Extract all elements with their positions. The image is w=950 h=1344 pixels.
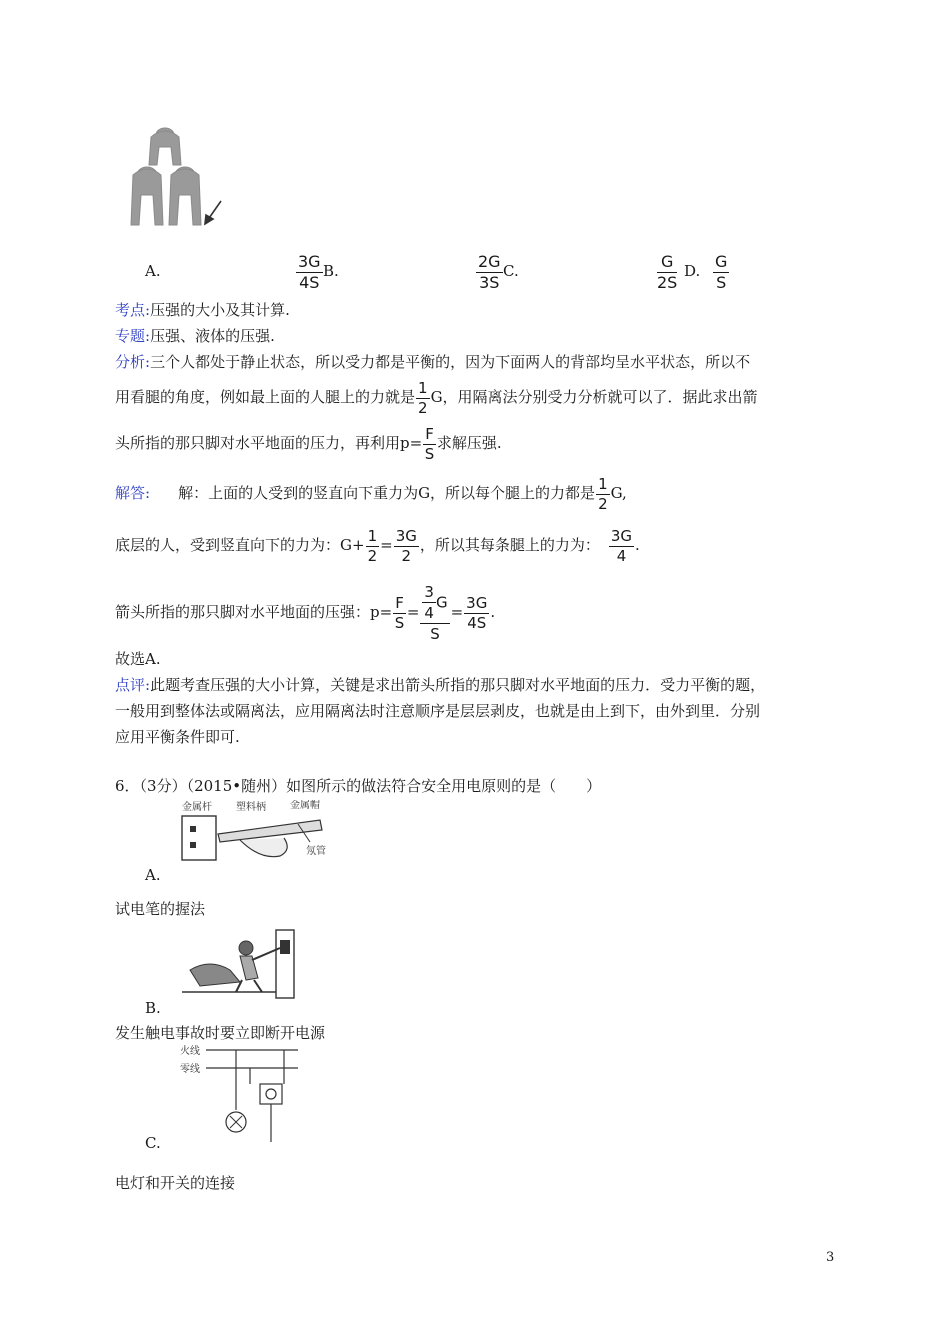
option-d-value [712,254,730,291]
dianping-row-1 [115,674,765,696]
fenxi-line-2a: 用看腿的角度，例如最上面的人腿上的力就是 [115,388,416,406]
jieda-line-1a: 解：上面的人受到的竖直向下重力为G，所以每个腿上的力都是 [178,484,596,502]
fraction-denominator: 2 [401,546,412,565]
fraction-numerator: F [395,593,404,612]
jieda-line-2b: ，所以其每条腿上的力为： [419,536,600,554]
fraction-denominator: 2 [598,494,608,513]
kaodian-text: 压强的大小及其计算. [150,301,290,319]
q6-option-a-caption: 试电笔的握法 [115,900,206,918]
label-plastic-handle: 塑料柄 [236,802,266,813]
option-b-label: B. [323,262,339,280]
fraction-denominator: 4S [299,273,320,292]
fenxi-row-3 [115,424,502,462]
fenxi-line-2b: G，用隔离法分别受力分析就可以了．据此求出箭 [430,388,758,406]
fenxi-row-2 [115,378,758,416]
jieda-label: 解答: [115,484,151,502]
nested-numerator [420,582,449,624]
label-live-wire: 火线 [180,1046,200,1057]
fraction-denominator: 4S [467,613,487,632]
page-number: 3 [826,1250,835,1265]
jieda-line-1b: G, [610,484,627,502]
zhuanti-row [115,325,275,347]
period: . [490,603,496,621]
test-pen-figure [180,800,340,868]
dianping-row-2: 一般用到整体法或隔离法，应用隔离法时注意顺序是层层剥皮，也就是由上到下，由外到里．分别 [115,702,761,720]
zhuanti-label: 专题: [115,327,151,345]
fraction-denominator: S [424,444,435,463]
fraction-numerator: 3 [424,582,434,601]
fraction-numerator: 2G [478,252,501,271]
zhuanti-text: 压强、液体的压强. [150,327,275,345]
fenxi-line-3b: 求解压强. [436,434,502,452]
fraction-numerator: F [425,424,434,443]
fraction-numerator: G [657,254,677,273]
label-neon-tube: 氖管 [306,846,326,857]
fraction-denominator: S [716,273,727,292]
dianping-label: 点评: [115,676,151,694]
fenxi-line-3a: 头所指的那只脚对水平地面的压力，再利用 [115,434,401,452]
fraction-denominator: 3S [479,273,500,292]
kaodian-label: 考点: [115,301,151,319]
q6-option-c-label: C. [145,1134,161,1152]
q6-option-b-caption: 发生触电事故时要立即断开电源 [115,1024,326,1042]
jieda-line-3a: 箭头所指的那只脚对水平地面的压强：p= [115,603,393,621]
fraction-numerator: 1 [418,378,428,397]
q6-option-a-label: A. [145,866,161,884]
equals-sign: = [450,603,464,621]
q6-stem: 6．（3分）（2015•随州）如图所示的做法符合安全用电原则的是（ ） [115,777,602,795]
fraction-denominator: 2 [418,398,428,417]
fraction-denominator: 2S [657,273,678,292]
label-metal-cap: 金属帽 [290,800,320,811]
jieda-row-3 [115,584,495,642]
fraction-denominator: S [394,613,405,632]
fraction-denominator: 4 [424,603,434,622]
fraction-numerator: 3G [466,593,488,612]
jieda-row-1 [115,474,627,512]
option-b-value [475,254,504,291]
q6-option-b-label: B. [145,999,161,1017]
option-a-label: A. [145,262,161,280]
period: . [635,536,640,554]
option-a-value [295,254,324,291]
fraction-numerator: 1 [598,474,608,493]
fraction-numerator: 3G [610,526,633,545]
fraction-denominator: 2 [367,546,378,565]
kaodian-row [115,299,290,321]
guxuan: 故选A. [115,650,161,668]
fraction-denominator: S [430,624,440,643]
equals-sign: = [380,536,393,554]
fenxi-label: 分析: [115,353,151,371]
fraction-numerator: 1 [367,526,378,545]
label-neutral-wire: 零线 [180,1064,200,1075]
acrobats-figure [125,125,235,233]
option-c-value [656,254,678,291]
option-d-label: D. [684,262,701,280]
dianping-row-3: 应用平衡条件即可. [115,728,240,746]
formula-p: p= [400,434,423,452]
fenxi-row-1 [115,351,750,373]
jieda-row-2 [115,526,640,564]
g-symbol: G [435,593,448,611]
equals-sign: = [406,603,420,621]
dianping-line-1: 此题考查压强的大小计算，关键是求出箭头所指的那只脚对水平地面的压力．受力平衡的题， [150,676,766,694]
fraction-numerator: 3G [298,252,321,271]
jieda-line-2a: 底层的人，受到竖直向下的力为：G+ [115,536,365,554]
electric-shock-figure [180,922,306,1000]
fraction-denominator: 4 [616,546,627,565]
fenxi-line-1: 三个人都处于静止状态，所以受力都是平衡的，因为下面两人的背部均呈水平状态，所以不 [150,353,751,371]
circuit-figure [178,1044,302,1144]
label-metal-rod: 金属杆 [182,802,212,813]
q6-option-c-caption: 电灯和开关的连接 [115,1174,236,1192]
fraction-numerator: 3G [395,526,417,545]
option-c-label: C. [503,262,519,280]
fraction-numerator: G [715,252,728,271]
